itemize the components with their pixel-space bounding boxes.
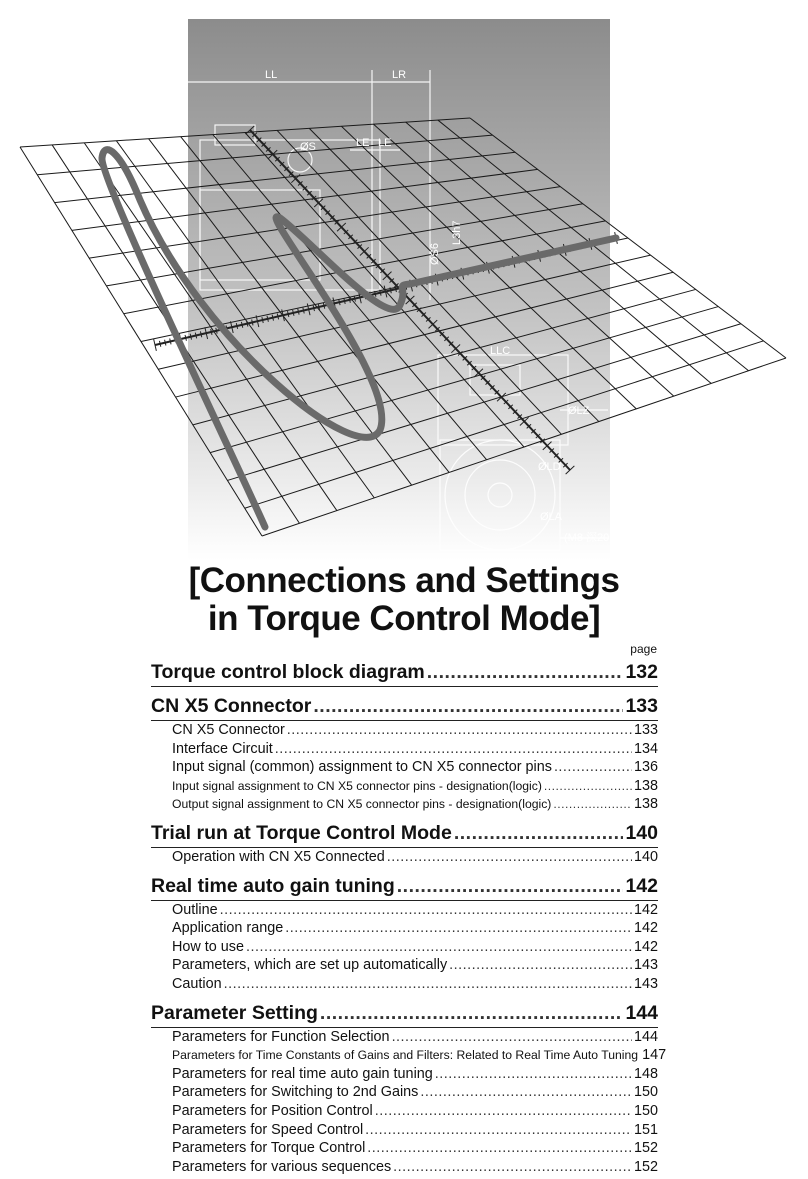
toc-entry[interactable] [151, 1046, 667, 1065]
toc-entry-page: 150 [633, 1084, 658, 1101]
toc-entry[interactable] [151, 1158, 658, 1177]
toc-section[interactable] [151, 999, 658, 1028]
blueprint-label: L3h7 [451, 220, 463, 245]
dot-leader [554, 758, 632, 777]
dot-leader [375, 1102, 632, 1121]
toc-entry[interactable] [151, 1083, 658, 1102]
dot-leader [246, 938, 632, 957]
blueprint-label: ØLD [538, 461, 561, 473]
toc-entry-label: Parameters for real time auto gain tuning [172, 1065, 433, 1082]
toc-entry-label: Parameters for Function Selection [172, 1028, 390, 1045]
toc-entry[interactable] [151, 848, 658, 867]
dot-leader [454, 819, 624, 847]
toc-entry-label: Parameters for Torque Control [172, 1140, 366, 1157]
toc-entry[interactable] [151, 956, 658, 975]
toc-entry-page: 143 [633, 957, 658, 974]
axis-tick [185, 335, 186, 341]
toc-section-title: Torque control block diagram [151, 661, 425, 683]
axis-tick [165, 340, 166, 346]
blueprint-label: (M8 深20 [564, 532, 610, 544]
toc-entry-label: Parameters for Time Constants of Gains and Filters: Related to Real Time Auto Tuning [172, 1048, 639, 1063]
toc-entry[interactable] [151, 795, 658, 814]
toc-entry[interactable] [151, 1139, 658, 1158]
dot-leader [449, 956, 632, 975]
toc-section[interactable] [151, 692, 658, 721]
toc-entry[interactable] [151, 1028, 658, 1047]
toc-section-page: 140 [625, 821, 658, 844]
dot-leader [387, 848, 632, 867]
dot-leader [392, 1028, 632, 1047]
page-title-line-1: [Connections and Settings [188, 561, 620, 600]
blueprint-label: ØS6 [429, 242, 441, 265]
toc-entry-page: 143 [633, 975, 658, 992]
dot-leader [285, 919, 632, 938]
toc-entry-label: Parameters for Switching to 2nd Gains [172, 1084, 419, 1101]
dot-leader [287, 721, 632, 740]
blueprint-label: ØS [300, 141, 316, 153]
dot-leader [544, 777, 632, 796]
dot-leader [367, 1139, 632, 1158]
toc-section-page: 142 [625, 874, 658, 897]
toc-entry-page: 144 [633, 1028, 658, 1045]
toc-section[interactable] [151, 819, 658, 848]
dot-leader [320, 999, 624, 1027]
blueprint-label: LLC [490, 345, 511, 357]
blueprint-label: ØLA [540, 511, 563, 523]
toc-section-page: 133 [625, 695, 658, 717]
toc-entry-label: Interface Circuit [172, 740, 273, 757]
toc-section-title: CN X5 Connector [151, 695, 312, 717]
toc-entry-page: 150 [633, 1102, 658, 1119]
toc-entry-page: 142 [633, 920, 658, 937]
toc-entry-label: Input signal assignment to CN X5 connector pins - designation(logic) [172, 778, 542, 793]
toc-entry-page: 140 [633, 848, 658, 865]
axis-tick [170, 339, 171, 345]
blueprint-label: LL [265, 69, 278, 81]
dot-leader [224, 975, 632, 994]
toc-entry-page: 152 [633, 1158, 658, 1175]
toc-entry-page: 134 [633, 740, 658, 757]
dot-leader [220, 901, 632, 920]
toc-entry[interactable] [151, 740, 658, 759]
toc-entry-label: Outline [172, 901, 218, 918]
toc-entry-label: Operation with CN X5 Connected [172, 848, 385, 865]
toc-section[interactable] [151, 872, 658, 901]
toc-entry-page: 148 [633, 1065, 658, 1082]
toc-section-page: 132 [625, 661, 658, 683]
toc-entry-page: 151 [633, 1121, 658, 1138]
toc-entry-page: 142 [633, 901, 658, 918]
toc-entry-page: 152 [633, 1140, 658, 1157]
toc-entry-label: Parameters for Speed Control [172, 1121, 364, 1138]
toc-entry[interactable] [151, 777, 658, 796]
table-of-contents [151, 656, 667, 1179]
toc-entry[interactable] [151, 1065, 658, 1084]
toc-section-title: Parameter Setting [151, 1001, 318, 1024]
toc-entry[interactable] [151, 901, 658, 920]
toc-entry[interactable] [151, 721, 658, 740]
dot-leader [553, 795, 632, 814]
toc-section-title: Real time auto gain tuning [151, 874, 395, 897]
toc-entry-page: 133 [633, 722, 658, 738]
toc-entry-label: Parameters, which are set up automatically [172, 957, 448, 974]
toc-entry-page: 136 [633, 759, 658, 776]
dot-leader [365, 1121, 632, 1140]
toc-entry[interactable] [151, 1121, 658, 1140]
axis-tick [159, 341, 160, 347]
toc-entry-label: How to use [172, 938, 244, 955]
blueprint-label: LR [392, 69, 407, 81]
toc-entry-label: Parameters for various sequences [172, 1158, 392, 1175]
blueprint-label: LE [356, 137, 370, 149]
dot-leader [435, 1065, 632, 1084]
dot-leader [393, 1158, 632, 1177]
toc-entry-page: 138 [633, 777, 658, 794]
toc-entry[interactable] [151, 938, 658, 957]
toc-entry-label: Input signal (common) assignment to CN X5 connector pins [172, 759, 552, 776]
blueprint-label: ØLZ [568, 405, 590, 417]
dot-leader [420, 1083, 632, 1102]
page-title-line-2: in Torque Control Mode] [207, 599, 601, 638]
toc-entry[interactable] [151, 919, 658, 938]
toc-entry-label: Caution [172, 975, 222, 992]
toc-entry-page: 138 [633, 796, 658, 813]
toc-entry-label: Application range [172, 920, 284, 937]
toc-entry-label: Parameters for Position Control [172, 1102, 373, 1119]
cover-illustration [0, 0, 808, 560]
dot-leader [427, 658, 624, 686]
dot-leader [397, 872, 624, 900]
toc-entry-label: CN X5 Connector [172, 722, 285, 738]
toc-section-title: Trial run at Torque Control Mode [151, 821, 452, 844]
toc-entry-label: Output signal assignment to CN X5 connector pins - designation(logic) [172, 797, 552, 812]
toc-section[interactable] [151, 658, 658, 687]
blueprint-label: LE [378, 137, 392, 149]
toc-entry-page: 147 [642, 1047, 667, 1064]
toc-section-page: 144 [625, 1001, 658, 1024]
toc-entry-page: 142 [633, 938, 658, 955]
toc-entry[interactable] [151, 758, 658, 777]
toc-entry[interactable] [151, 1102, 658, 1121]
dot-leader [275, 740, 632, 759]
dot-leader [313, 692, 623, 720]
toc-entry[interactable] [151, 975, 658, 994]
page-column-label: page [630, 642, 657, 656]
